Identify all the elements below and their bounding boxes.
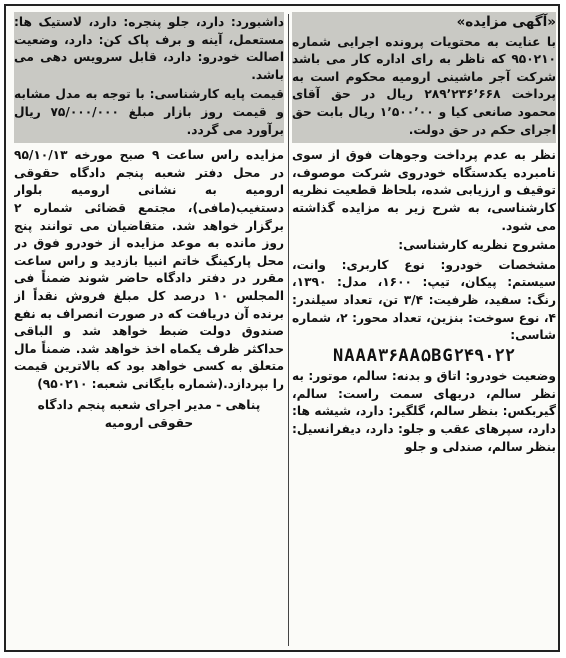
notice-title: «آگهی مزایده» (456, 14, 556, 30)
notice-header-block (292, 12, 556, 143)
column-divider (288, 14, 289, 646)
expert-heading: مشروح نظریه کارشناسی: (398, 238, 556, 253)
signature: پناهی - مدیر اجرای شعبه پنجم دادگاه حقوقی ارومیه (37, 398, 261, 431)
chassis-number: NAAA۳۶AA۵BG۲۴۹۰۲۲ (333, 345, 515, 366)
notice-frame (4, 4, 560, 652)
notice-para2: نظر به عدم پرداخت وجوهات فوق از سوی نامبرده یکدستگاه خودروی شرکت موصوف، توقیف و ارزیابی شده، بلحاظ قطعیت نظریه کارشناسی، به شرح زیر به مزایده گذاشته می شود. (292, 148, 556, 233)
vehicle-specs: مشخصات خودرو: نوع کاربری: وانت، سیستم: پیکان، تیپ: ۱۶۰۰، مدل: ۱۳۹۰، رنگ: سفید، ظرفیت: ۳/۴ تن، تعداد سیلندر: ۴، نوع سوخت: بنزین، تعداد محور: ۲، شماره شاسی: (292, 257, 556, 343)
base-price: قیمت پایه کارشناسی: با توجه به مدل مشابه و قیمت روز بازار مبلغ ۷۵/۰۰۰/۰۰۰ ریال برآورد می گردد. (14, 87, 284, 137)
vehicle-condition: وضعیت خودرو: اتاق و بدنه: سالم، موتور: به نظر سالم، دربهای سمت راست: سالم، گیربکس: بنظر سالم، گلگیر: دارد، شیشه ها: دارد، سپرهای عقب و جلو: دارد، دیفرانسیل: بنظر سالم، صندلی و جلو (292, 369, 556, 454)
right-column (292, 12, 556, 648)
condition-continued: داشبورد: دارد، جلو پنجره: دارد، لاستیک ها: مستعمل، آینه و برف پاک کن: دارد، وضعیت اصالت خودرو: دارد، قابل سرویس دهی می باشد. (14, 15, 284, 82)
notice-intro: با عنایت به محتویات پرونده اجرایی شماره ۹۵۰۲۱۰ که ناظر به رای اداره کار می باشد شرکت آجر ماشینی ارومیه محکوم است به پرداخت ۲۸۹٬۲۳۶٬۶۶۸ ریال در حق آقای محمود صانعی کیا و ۱٬۵۰۰٬۰۰ ریال بابت حق اجرای حکم در حق دولت. (292, 34, 556, 137)
condition-continued-block (14, 12, 284, 143)
left-column (14, 12, 284, 648)
auction-details: مزایده راس ساعت ۹ صبح مورخه ۹۵/۱۰/۱۳ در محل دفتر شعبه پنجم دادگاه حقوقی ارومیه به نشانی ارومیه بلوار دستغیب(مافی)، مجتمع قضائی شماره ۲ برگزار خواهد شد. متقاضیان می توانند پنج روز مانده به موعد مزایده از خودرو فوق در محل پارکینگ خاتم انبیا بازدید و راس ساعت مقرر در دفتر دادگاه حاضر شوند ضمناً فی المجلس ۱۰ درصد کل مبلغ فروش نقداً از برنده آن دریافت که در صورت انصراف به نفع صندوق دولت ضبط خواهد شد و الباقی حداکثر ظرف یکماه اخذ خواهد شد. ضمناً مال متعلق به کسی خواهد بود که بالاترین قیمت را بپردازد.(شماره بایگانی شعبه: ۹۵۰۲۱۰) (14, 148, 284, 391)
